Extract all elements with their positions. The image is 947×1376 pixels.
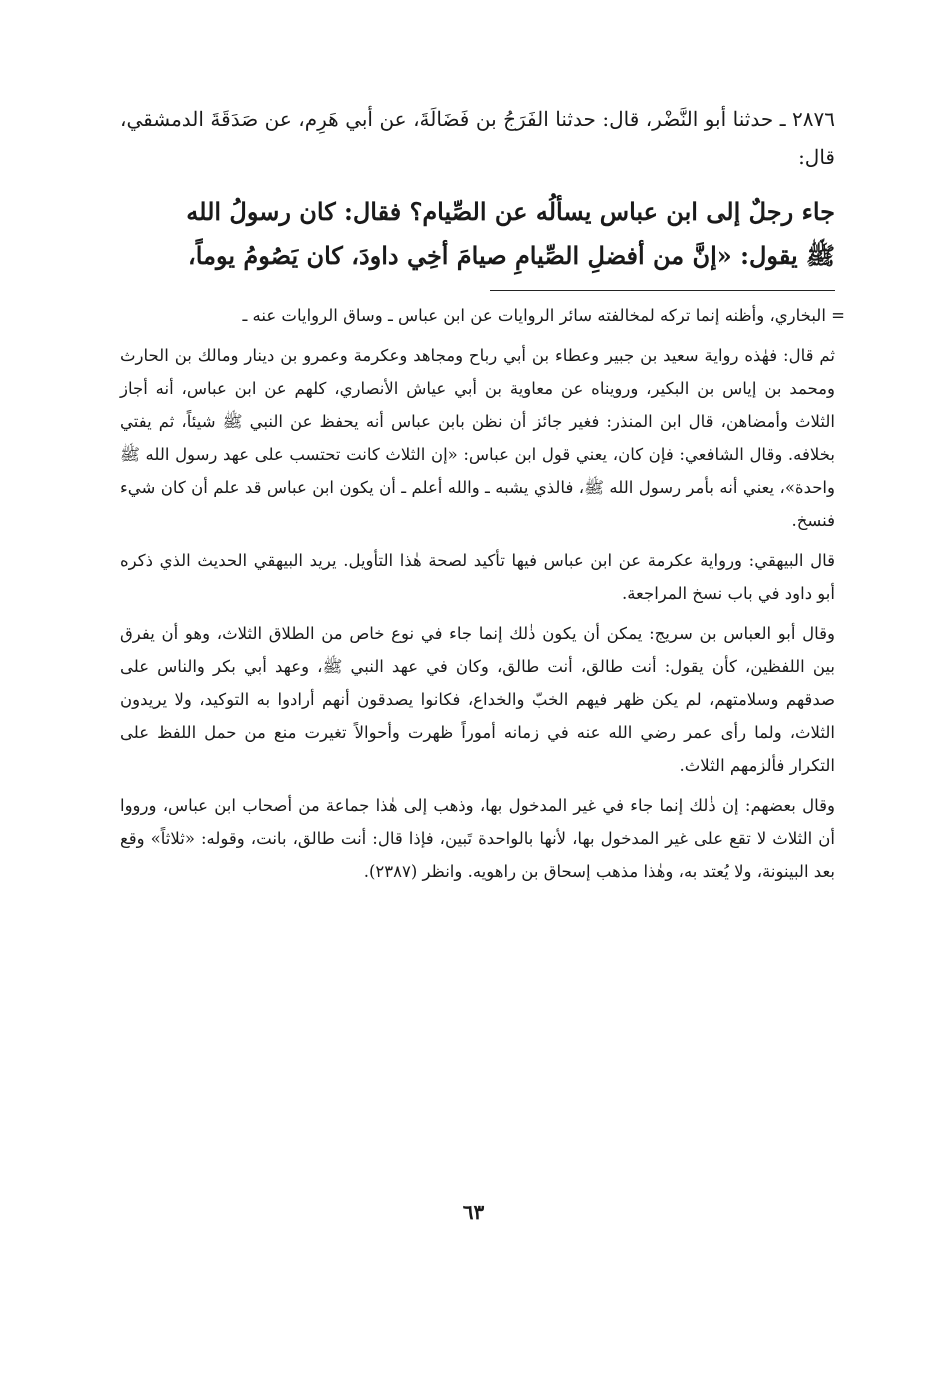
page-body bbox=[120, 100, 845, 895]
footnote-paragraph: ثم قال: فهٰذه رواية سعيد بن جبير وعطاء بن أبي رباح ومجاهد وعكرمة وعمرو بن دينار ومالك بن الحارث ومحمد بن إياس بن البكير، ورويناه عن معاوية بن أبي عياش الأنصاري، كلهم عن ابن عباس، أنه أجاز الثلاث وأمضاهن، قال ابن المنذر: فغير جائز أن نظن بابن عباس أنه يحفظ عن النبي ﷺ شيئاً، ثم يفتي بخلافه. وقال الشافعي: فإن كان، يعني قول ابن عباس: «إن الثلاث كانت تحتسب على عهد رسول الله ﷺ واحدة»، يعني أنه بأمر رسول الله ﷺ، فالذي يشبه ـ والله أعلم ـ أن يكون ابن عباس قد علم أن كان شيء فنسخ. bbox=[120, 346, 835, 530]
footnote-paragraph: وقال بعضهم: إن ذٰلك إنما جاء في غير المدخول بها، وذهب إلى هٰذا جماعة من أصحاب ابن عباس، ورووا أن الثلاث لا تقع على غير المدخول بها، لأنها بالواحدة تَبين، فإذا قال: أنت طالق، بانت، وقوله: «ثلاثاً» وقع بعد البينونة، ولا يُعتد به، وهٰذا مذهب إسحاق بن راهويه. وانظر (٢٣٨٧). bbox=[120, 796, 835, 881]
footnote-paragraph: = البخاري، وأظنه إنما تركه لمخالفته سائر الروايات عن ابن عباس ـ وساق الروايات عنه ـ bbox=[242, 306, 845, 325]
hadith-text-line-1: جاء رجلٌ إلى ابن عباس يسألُه عن الصِّيام؟ فقال: كان رسولُ الله bbox=[186, 197, 835, 226]
footnote-paragraph: قال البيهقي: ورواية عكرمة عن ابن عباس فيها تأكيد لصحة هٰذا التأويل. يريد البيهقي الحديث الذي ذكره أبو داود في باب نسخ المراجعة. bbox=[120, 551, 835, 603]
hadith-matn bbox=[120, 190, 835, 278]
hadith-isnad bbox=[120, 100, 835, 176]
footnote-divider bbox=[490, 290, 835, 291]
footnotes bbox=[120, 299, 845, 888]
page-number: ٦٣ bbox=[462, 1200, 485, 1224]
footnote-paragraph: وقال أبو العباس بن سريج: يمكن أن يكون ذٰلك إنما جاء في نوع خاص من الطلاق الثلاث، وهو أن يفرق بين اللفظين، كأن يقول: أنت طالق، أنت طالق، وكان في عهد النبي ﷺ، وعهد أبي بكر والناس على صدقهم وسلامتهم، لم يكن ظهر فيهم الخبّ والخداع، فكانوا يصدقون أنهم أرادوا به التوكيد، ولا يريدون الثلاث، ولما رأى عمر رضي الله عنه في زمانه أموراً ظهرت وأحوالاً تغيرت منع من حمل اللفظ على التكرار فألزمهم الثلاث. bbox=[120, 624, 835, 775]
hadith-header: ٢٨٧٦ ـ حدثنا أبو النَّضْر، قال: حدثنا الفَرَجُ بن فَضَالَةَ، عن أبي هَرِم، عن صَدَقَةَ الدمشقي، قال: bbox=[120, 107, 835, 169]
hadith-text-line-2: ﷺ يقول: «إنَّ من أفضلِ الصِّيامِ صيامَ أخِي داودَ، كان يَصُومُ يوماً، bbox=[188, 241, 835, 270]
